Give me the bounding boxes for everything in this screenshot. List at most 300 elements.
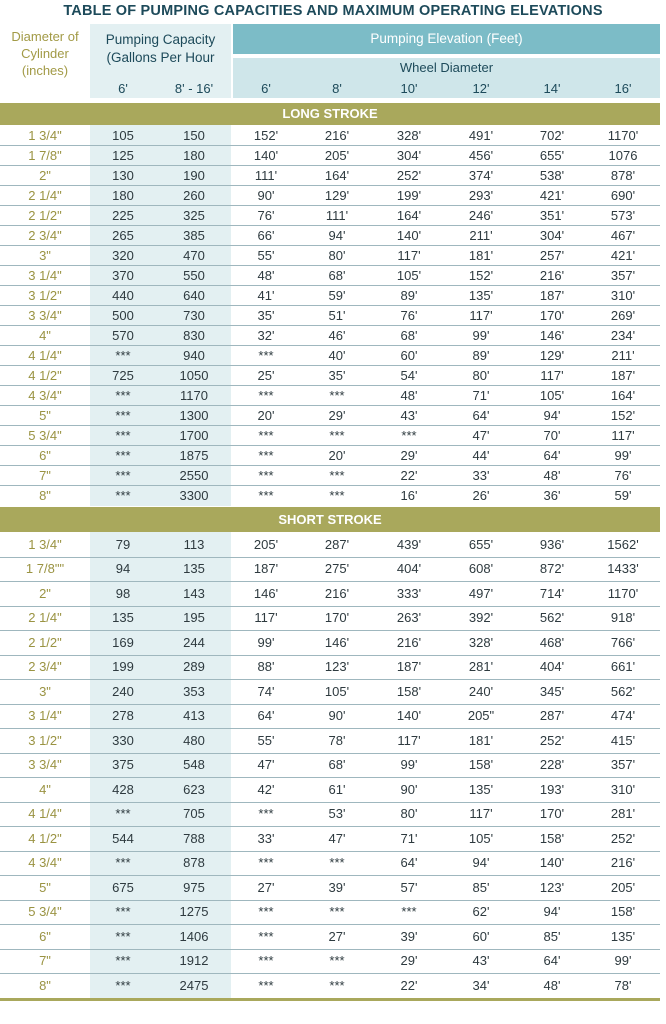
- elevation-col-12: 12': [472, 81, 490, 96]
- cell-elev-12: 491': [468, 127, 494, 143]
- cell-elev-16: 766': [610, 634, 636, 650]
- cell-capacity-8-16: 180: [183, 147, 205, 163]
- cell-elev-12: 181': [468, 247, 494, 263]
- cell-diameter: 2": [39, 167, 51, 183]
- cell-capacity-6: 725: [112, 367, 134, 383]
- cell-elev-14: 404': [539, 659, 565, 675]
- cell-elev-8: 68': [328, 267, 346, 283]
- cell-elev-12: 152': [468, 267, 494, 283]
- table-row: [0, 875, 660, 900]
- cell-capacity-6: 199: [112, 659, 134, 675]
- cell-capacity-8-16: 940: [183, 347, 205, 363]
- cell-elev-14: 48': [543, 977, 561, 993]
- cell-elev-12: 135': [468, 781, 494, 797]
- cell-diameter: 4 3/4": [28, 387, 62, 403]
- cell-elev-16: 690': [610, 187, 636, 203]
- cell-elev-6: 146': [253, 585, 279, 601]
- row-divider: [0, 425, 660, 426]
- cell-elev-10: 57': [400, 879, 418, 895]
- cell-diameter: 3 1/4": [28, 708, 62, 724]
- cell-elev-12: 89': [472, 347, 490, 363]
- cell-capacity-6: 169: [112, 634, 134, 650]
- cell-elev-8: 287': [324, 536, 350, 552]
- cell-capacity-8-16: 788: [183, 830, 205, 846]
- row-divider: [0, 385, 660, 386]
- table-row: [0, 405, 660, 425]
- cell-elev-14: 64': [543, 953, 561, 969]
- row-divider: [0, 606, 660, 607]
- cell-diameter: 1 7/8"": [25, 561, 65, 577]
- cell-elev-6: 140': [253, 147, 279, 163]
- cell-elev-8: 216': [324, 127, 350, 143]
- cell-elev-8: 61': [328, 781, 346, 797]
- cell-elev-16: 1433': [607, 561, 639, 577]
- pumping-capacity-header: [90, 31, 231, 67]
- cell-elev-6: 66': [257, 227, 275, 243]
- cell-capacity-6: 278: [112, 708, 134, 724]
- cell-elev-14: 85': [543, 928, 561, 944]
- table-row: [0, 145, 660, 165]
- cell-elev-14: 655': [539, 147, 565, 163]
- cell-diameter: 2 1/4": [28, 187, 62, 203]
- cell-elev-10: 48': [400, 387, 418, 403]
- table-row: [0, 125, 660, 145]
- cell-capacity-6: 240: [112, 683, 134, 699]
- cell-diameter: 2 1/4": [28, 610, 62, 626]
- cell-elev-16: 1076: [608, 147, 638, 163]
- cell-elev-14: 129': [539, 347, 565, 363]
- table-row: [0, 225, 660, 245]
- table-row: [0, 185, 660, 205]
- elevation-col-8: 8': [332, 81, 342, 96]
- cell-elev-6: ***: [258, 467, 274, 483]
- row-divider: [0, 465, 660, 466]
- cell-elev-6: 117': [254, 610, 278, 626]
- cell-elev-6: 41': [257, 287, 275, 303]
- cell-elev-10: 105': [396, 267, 422, 283]
- table-row: [0, 581, 660, 606]
- cell-elev-6: 90': [257, 187, 275, 203]
- cell-elev-14: 158': [539, 830, 565, 846]
- cell-diameter: 3 1/4": [28, 267, 62, 283]
- cell-capacity-6: 320: [112, 247, 134, 263]
- wheel-diameter-header: [233, 58, 660, 98]
- cell-elev-8: 105': [324, 683, 350, 699]
- cell-capacity-8-16: 195: [183, 610, 205, 626]
- cell-elev-16: 135': [610, 928, 636, 944]
- table-row: [0, 345, 660, 365]
- table-row: [0, 777, 660, 802]
- cell-elev-14: 304': [539, 227, 565, 243]
- cell-elev-12: 105': [468, 830, 494, 846]
- row-divider: [0, 345, 660, 346]
- cell-elev-8: 35': [328, 367, 346, 383]
- cell-elev-6: ***: [258, 928, 274, 944]
- cell-elev-8: 53': [328, 806, 346, 822]
- cell-elev-6: ***: [258, 487, 274, 503]
- cell-diameter: 1 7/8": [28, 147, 62, 163]
- row-divider: [0, 851, 660, 852]
- row-divider: [0, 777, 660, 778]
- table-row: [0, 265, 660, 285]
- cell-elev-12: 205": [467, 708, 495, 724]
- cell-capacity-8-16: 1050: [179, 367, 209, 383]
- cell-elev-8: 47': [328, 830, 346, 846]
- cell-capacity-6: 428: [112, 781, 134, 797]
- table-bottom-rule: [0, 998, 660, 1001]
- cell-elev-10: 99': [400, 757, 418, 773]
- cell-diameter: 2 3/4": [28, 659, 62, 675]
- cell-elev-8: 205': [324, 147, 350, 163]
- diameter-header-line: (inches): [21, 63, 69, 78]
- cell-elev-14: 714': [539, 585, 565, 601]
- capacity-col-6: 6': [118, 81, 128, 96]
- row-divider: [0, 924, 660, 925]
- cell-capacity-8-16: 640: [183, 287, 205, 303]
- cell-capacity-8-16: 480: [183, 732, 205, 748]
- cell-elev-16: 415': [610, 732, 636, 748]
- row-divider: [0, 900, 660, 901]
- cell-elev-12: 655': [468, 536, 494, 552]
- cell-elev-10: 22': [400, 467, 418, 483]
- cell-elev-16: 187': [610, 367, 636, 383]
- cell-diameter: 1 3/4": [28, 127, 62, 143]
- cell-elev-16: 164': [610, 387, 636, 403]
- cell-elev-8: 39': [328, 879, 346, 895]
- cell-capacity-8-16: 705: [183, 806, 205, 822]
- cell-elev-16: 357': [610, 267, 636, 283]
- cell-capacity-8-16: 1170: [180, 387, 208, 403]
- row-divider: [0, 679, 660, 680]
- cell-elev-10: 64': [400, 855, 418, 871]
- cell-elev-6: ***: [258, 855, 274, 871]
- diameter-header-line: Diameter of: [11, 29, 79, 44]
- cell-capacity-8-16: 3300: [179, 487, 209, 503]
- cell-capacity-6: 570: [112, 327, 134, 343]
- cell-diameter: 3 1/2": [28, 287, 62, 303]
- table-row: [0, 826, 660, 851]
- cell-elev-10: 117': [397, 732, 421, 748]
- cell-elev-6: 64': [257, 708, 275, 724]
- table-row: [0, 679, 660, 704]
- cell-elev-14: 70': [543, 427, 561, 443]
- row-divider: [0, 165, 660, 166]
- cell-elev-12: 158': [468, 757, 494, 773]
- cell-capacity-6: 675: [112, 879, 134, 895]
- cell-capacity-8-16: 143: [183, 585, 205, 601]
- cell-elev-8: ***: [329, 904, 345, 920]
- cell-elev-8: 40': [328, 347, 346, 363]
- cell-elev-8: 123': [324, 659, 350, 675]
- row-divider: [0, 630, 660, 631]
- cell-capacity-8-16: 1300: [179, 407, 209, 423]
- cell-capacity-8-16: 1700: [179, 427, 209, 443]
- cell-diameter: 2": [39, 585, 51, 601]
- cell-elev-12: 26': [472, 487, 490, 503]
- row-divider: [0, 405, 660, 406]
- cell-elev-14: 170': [539, 307, 565, 323]
- cell-elev-16: 158': [610, 904, 636, 920]
- cell-elev-14: 105': [539, 387, 565, 403]
- table-row: [0, 753, 660, 778]
- cell-elev-8: ***: [329, 977, 345, 993]
- cell-elev-12: 44': [472, 447, 490, 463]
- cell-elev-16: 78': [614, 977, 632, 993]
- row-divider: [0, 753, 660, 754]
- cell-elev-16: 918': [610, 610, 636, 626]
- row-divider: [0, 305, 660, 306]
- cell-elev-8: ***: [329, 387, 345, 403]
- cell-elev-12: 497': [468, 585, 494, 601]
- cell-elev-16: 357': [610, 757, 636, 773]
- row-divider: [0, 445, 660, 446]
- cell-capacity-6: ***: [115, 928, 131, 944]
- cell-elev-10: 29': [400, 447, 418, 463]
- cell-elev-14: 94': [543, 904, 561, 920]
- table-row: [0, 325, 660, 345]
- cell-elev-8: 20': [328, 447, 346, 463]
- cell-elev-6: ***: [258, 904, 274, 920]
- row-divider: [0, 973, 660, 974]
- cell-capacity-8-16: 1275: [179, 904, 209, 920]
- short-stroke-section-bar: SHORT STROKE: [0, 507, 660, 532]
- cell-capacity-8-16: 413: [183, 708, 205, 724]
- cell-elev-14: 345': [539, 683, 565, 699]
- table-row: [0, 465, 660, 485]
- capacity-col-8-16: 8' - 16': [174, 81, 214, 96]
- cell-capacity-8-16: 289: [183, 659, 205, 675]
- cell-elev-16: 152': [610, 407, 636, 423]
- cell-elev-8: 78': [328, 732, 346, 748]
- cell-elev-10: 328': [396, 127, 422, 143]
- elevation-col-6: 6': [261, 81, 271, 96]
- cell-elev-14: 257': [539, 247, 565, 263]
- cell-elev-6: 55': [257, 732, 275, 748]
- cell-elev-16: 99': [614, 447, 632, 463]
- cell-capacity-8-16: 2550: [179, 467, 209, 483]
- cell-elev-10: 263': [396, 610, 422, 626]
- row-divider: [0, 485, 660, 486]
- cell-diameter: 6": [39, 447, 51, 463]
- cell-elev-8: 46': [328, 327, 346, 343]
- table-row: [0, 606, 660, 631]
- cell-capacity-6: ***: [115, 407, 131, 423]
- cell-elev-14: 228': [539, 757, 565, 773]
- cell-elev-8: 59': [328, 287, 346, 303]
- cell-capacity-8-16: 1912: [179, 953, 209, 969]
- table-row: [0, 900, 660, 925]
- table-row: [0, 630, 660, 655]
- cell-elev-6: 152': [253, 127, 279, 143]
- table-row: [0, 445, 660, 465]
- cell-elev-10: ***: [401, 904, 417, 920]
- cell-elev-16: 205': [610, 879, 636, 895]
- row-divider: [0, 145, 660, 146]
- cell-elev-8: 51': [328, 307, 346, 323]
- cell-capacity-6: ***: [115, 953, 131, 969]
- wheel-diameter-label: Wheel Diameter: [399, 60, 494, 75]
- table-row: [0, 285, 660, 305]
- cell-capacity-6: ***: [115, 977, 131, 993]
- cell-elev-12: 47': [472, 427, 490, 443]
- cell-diameter: 4 1/2": [28, 367, 62, 383]
- cell-elev-10: 140': [396, 708, 422, 724]
- cell-elev-16: 1170': [607, 127, 639, 143]
- cell-elev-10: 164': [396, 207, 422, 223]
- cell-capacity-8-16: 1406: [179, 928, 209, 944]
- cell-diameter: 8": [39, 487, 51, 503]
- cell-diameter: 8": [39, 977, 51, 993]
- cell-capacity-6: ***: [115, 855, 131, 871]
- table-title: TABLE OF PUMPING CAPACITIES AND MAXIMUM OPERATING ELEVATIONS: [63, 3, 603, 19]
- cell-elev-6: ***: [258, 387, 274, 403]
- cell-capacity-6: 370: [112, 267, 134, 283]
- cell-elev-6: ***: [258, 347, 274, 363]
- cell-elev-16: 1562': [607, 536, 639, 552]
- cell-elev-10: 158': [396, 683, 422, 699]
- cell-capacity-6: ***: [115, 467, 131, 483]
- cell-capacity-6: 544: [112, 830, 134, 846]
- cell-elev-16: 252': [610, 830, 636, 846]
- cell-diameter: 5": [39, 407, 51, 423]
- cell-elev-6: 88': [257, 659, 275, 675]
- cell-elev-14: 562': [539, 610, 565, 626]
- pumping-capacity-header-line: (Gallons Per Hour: [106, 50, 215, 65]
- cell-elev-16: 216': [610, 855, 636, 871]
- cell-elev-6: 20': [257, 407, 275, 423]
- cell-elev-16: 878': [610, 167, 636, 183]
- cell-elev-14: 140': [539, 855, 565, 871]
- cell-elev-8: 216': [324, 585, 350, 601]
- cell-capacity-6: 98: [115, 585, 131, 601]
- row-divider: [0, 875, 660, 876]
- row-divider: [0, 949, 660, 950]
- cell-elev-10: ***: [401, 427, 417, 443]
- cell-elev-10: 90': [400, 781, 418, 797]
- cell-capacity-6: 330: [112, 732, 134, 748]
- cell-elev-12: 240': [468, 683, 494, 699]
- cell-elev-10: 80': [400, 806, 418, 822]
- cell-elev-16: 421': [610, 247, 636, 263]
- cell-capacity-8-16: 260: [183, 187, 205, 203]
- cell-capacity-8-16: 830: [183, 327, 205, 343]
- cell-elev-10: 216': [396, 634, 422, 650]
- cell-diameter: 4": [39, 327, 51, 343]
- cell-diameter: 2 1/2": [28, 634, 62, 650]
- cell-elev-8: ***: [329, 487, 345, 503]
- cell-elev-10: 39': [400, 928, 418, 944]
- cell-diameter: 1 3/4": [28, 536, 62, 552]
- cell-diameter: 7": [39, 467, 51, 483]
- cell-elev-12: 246': [468, 207, 494, 223]
- cell-elev-14: 936': [539, 536, 565, 552]
- cell-elev-14: 36': [543, 487, 561, 503]
- cell-elev-16: 99': [614, 953, 632, 969]
- cell-elev-12: 80': [472, 367, 490, 383]
- cell-elev-8: 80': [328, 247, 346, 263]
- cell-capacity-8-16: 548: [183, 757, 205, 773]
- cell-elev-8: 27': [328, 928, 346, 944]
- cell-diameter: 3 3/4": [28, 307, 62, 323]
- cell-capacity-6: 79: [115, 536, 131, 552]
- cell-elev-8: 146': [324, 634, 350, 650]
- table-row: [0, 245, 660, 265]
- cell-elev-10: 60': [400, 347, 418, 363]
- cell-elev-16: 661': [610, 659, 636, 675]
- cell-elev-16: 281': [610, 806, 636, 822]
- cell-elev-12: 608': [468, 561, 494, 577]
- cell-diameter: 7": [39, 953, 51, 969]
- cell-elev-12: 34': [472, 977, 490, 993]
- cell-elev-12: 456': [468, 147, 494, 163]
- cell-elev-8: 94': [328, 227, 346, 243]
- cell-elev-16: 467': [610, 227, 636, 243]
- cell-elev-16: 269': [610, 307, 636, 323]
- cell-elev-14: 48': [543, 467, 561, 483]
- cell-elev-16: 310': [610, 781, 636, 797]
- cell-elev-14: 64': [543, 447, 561, 463]
- cell-elev-12: 99': [472, 327, 490, 343]
- row-divider: [0, 581, 660, 582]
- table-row: [0, 924, 660, 949]
- cell-elev-8: ***: [329, 953, 345, 969]
- row-divider: [0, 325, 660, 326]
- cell-elev-14: 94': [543, 407, 561, 423]
- cell-capacity-6: 125: [112, 147, 134, 163]
- cell-elev-14: 187': [539, 287, 565, 303]
- cell-elev-6: ***: [258, 977, 274, 993]
- cell-elev-8: 164': [324, 167, 350, 183]
- cell-capacity-8-16: 623: [183, 781, 205, 797]
- cell-capacity-6: 135: [112, 610, 134, 626]
- cell-elev-10: 22': [400, 977, 418, 993]
- cell-capacity-6: ***: [115, 347, 131, 363]
- cell-elev-10: 304': [396, 147, 422, 163]
- cell-elev-12: 43': [472, 953, 490, 969]
- cell-elev-6: ***: [258, 953, 274, 969]
- cell-elev-6: 25': [257, 367, 275, 383]
- cell-elev-12: 62': [472, 904, 490, 920]
- cell-elev-12: 94': [472, 855, 490, 871]
- cell-elev-8: 129': [324, 187, 350, 203]
- cell-capacity-6: 440: [112, 287, 134, 303]
- row-divider: [0, 365, 660, 366]
- cell-capacity-8-16: 2475: [179, 977, 209, 993]
- cell-elev-10: 140': [396, 227, 422, 243]
- cell-elev-12: 281': [468, 659, 494, 675]
- cell-capacity-6: ***: [115, 806, 131, 822]
- cell-elev-16: 562': [610, 683, 636, 699]
- cell-capacity-6: ***: [115, 904, 131, 920]
- cell-elev-16: 573': [610, 207, 636, 223]
- cell-elev-14: 702': [539, 127, 565, 143]
- cell-elev-8: ***: [329, 427, 345, 443]
- diameter-header-line: Cylinder: [21, 46, 69, 61]
- cell-capacity-8-16: 135: [183, 561, 205, 577]
- cell-diameter: 5 3/4": [28, 427, 62, 443]
- cell-diameter: 4 1/4": [28, 347, 62, 363]
- cell-elev-12: 328': [468, 634, 494, 650]
- cell-elev-10: 68': [400, 327, 418, 343]
- cell-elev-10: 439': [396, 536, 422, 552]
- cell-elev-10: 16': [400, 487, 418, 503]
- cell-capacity-8-16: 470: [183, 247, 205, 263]
- cell-elev-12: 85': [472, 879, 490, 895]
- cell-capacity-6: 225: [112, 207, 134, 223]
- diameter-header: [0, 28, 90, 98]
- cell-diameter: 3": [39, 247, 51, 263]
- cell-diameter: 2 1/2": [28, 207, 62, 223]
